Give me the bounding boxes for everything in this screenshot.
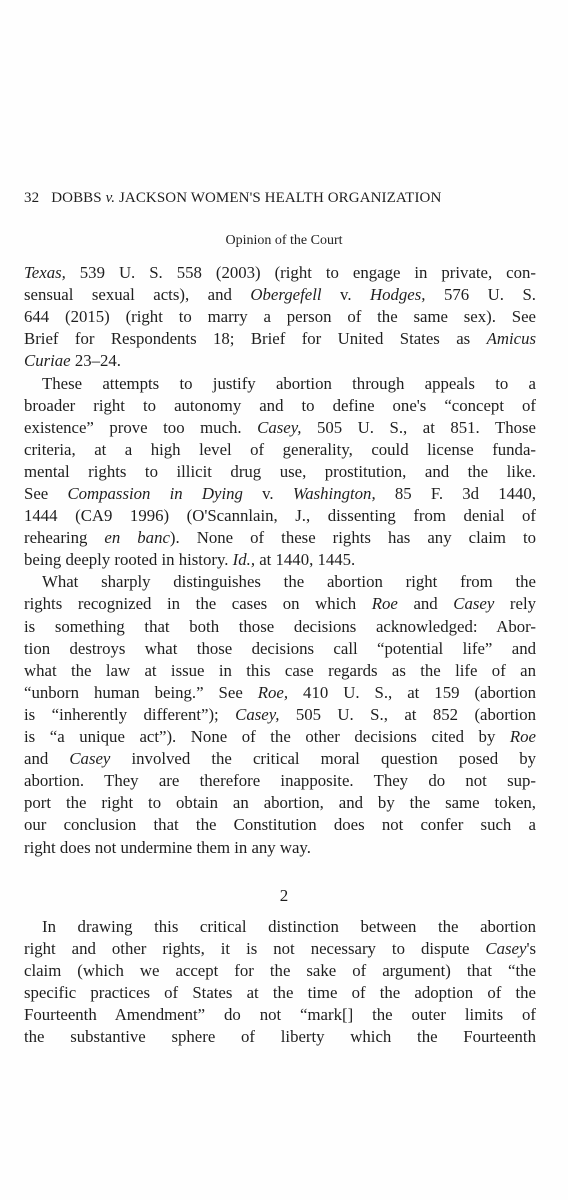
text-line: These attempts to justify abortion through appeals to a	[42, 373, 536, 393]
text-line: “unborn human being.” See Roe, 410 U. S., at 159 (abortion	[24, 682, 536, 702]
text-line: the substantive sphere of liberty which the Fourteenth	[24, 1027, 536, 1047]
text-line: right does not undermine them in any way.	[24, 837, 311, 857]
text-line: what the law at issue in this case regards as the life of an	[24, 660, 536, 680]
text-line: specific practices of States at the time of the adoption of the	[24, 983, 536, 1003]
paragraph-2	[24, 373, 536, 572]
text-line: is “a unique act”). None of the other decisions cited by Roe	[24, 727, 536, 747]
paragraph-1	[24, 262, 536, 372]
text-line: Texas, 539 U. S. 558 (2003) (right to engage in private, con-	[24, 263, 536, 282]
text-line: Fourteenth Amendment” do not “mark[] the outer limits of	[24, 1005, 536, 1025]
text-line: being deeply rooted in history. Id., at 1440, 1445.	[24, 550, 356, 570]
text-line: sensual sexual acts), and Obergefell v. Hodges, 576 U. S.	[24, 285, 536, 305]
text-line: right and other rights, it is not necessary to dispute Casey's	[24, 939, 536, 959]
case-title-part2: JACKSON WOMEN'S HEALTH ORGANIZATION	[118, 190, 442, 206]
text-line: 1444 (CA9 1996) (O'Scannlain, J., dissenting from denial of	[24, 506, 536, 526]
text-line: Curiae 23–24.	[24, 351, 121, 371]
text-line: What sharply distinguishes the abortion right from the	[42, 572, 536, 592]
text-line: rehearing en banc). None of these rights has any claim to	[24, 528, 537, 548]
case-title-part1: DOBBS	[51, 190, 102, 206]
text-line: In drawing this critical distinction between the abortion	[42, 917, 536, 936]
text-line: and Casey involved the critical moral question posed by	[24, 749, 536, 769]
text-line: criteria, at a high level of generality, could license funda-	[24, 439, 536, 459]
text-line: tion destroys what those decisions call “potential life” and	[24, 638, 536, 658]
text-line: is “inherently different”); Casey, 505 U. S., at 852 (abortion	[24, 704, 536, 724]
text-line: See Compassion in Dying v. Washington, 85 F. 3d 1440,	[24, 483, 536, 503]
case-title-versus: v.	[105, 190, 116, 206]
text-line: rights recognized in the cases on which Roe and Casey rely	[24, 594, 536, 614]
text-line: our conclusion that the Constitution does not confer such a	[24, 815, 536, 835]
text-line: 644 (2015) (right to marry a person of the same sex). See	[24, 307, 536, 327]
text-line: existence” prove too much. Casey, 505 U. S., at 851. Those	[24, 417, 536, 437]
text-line: broader right to autonomy and to define one's “concept of	[24, 395, 536, 415]
paragraph-4	[24, 916, 536, 1049]
opinion-label: Opinion of the Court	[225, 233, 343, 248]
page-number: 32	[24, 190, 40, 206]
text-line: port the right to obtain an abortion, and by the same token,	[24, 793, 536, 813]
running-header	[24, 190, 544, 207]
paragraph-3	[24, 571, 536, 858]
text-line: abortion. They are therefore inapposite. They do not sup-	[24, 771, 536, 791]
text-line: Brief for Respondents 18; Brief for United States as Amicus	[24, 329, 536, 349]
section-number: 2	[279, 886, 289, 905]
text-line: is something that both those decisions acknowledged: Abor-	[24, 616, 536, 636]
text-line: mental rights to illicit drug use, prostitution, and the like.	[24, 461, 536, 481]
text-line: claim (which we accept for the sake of argument) that “the	[24, 961, 536, 981]
